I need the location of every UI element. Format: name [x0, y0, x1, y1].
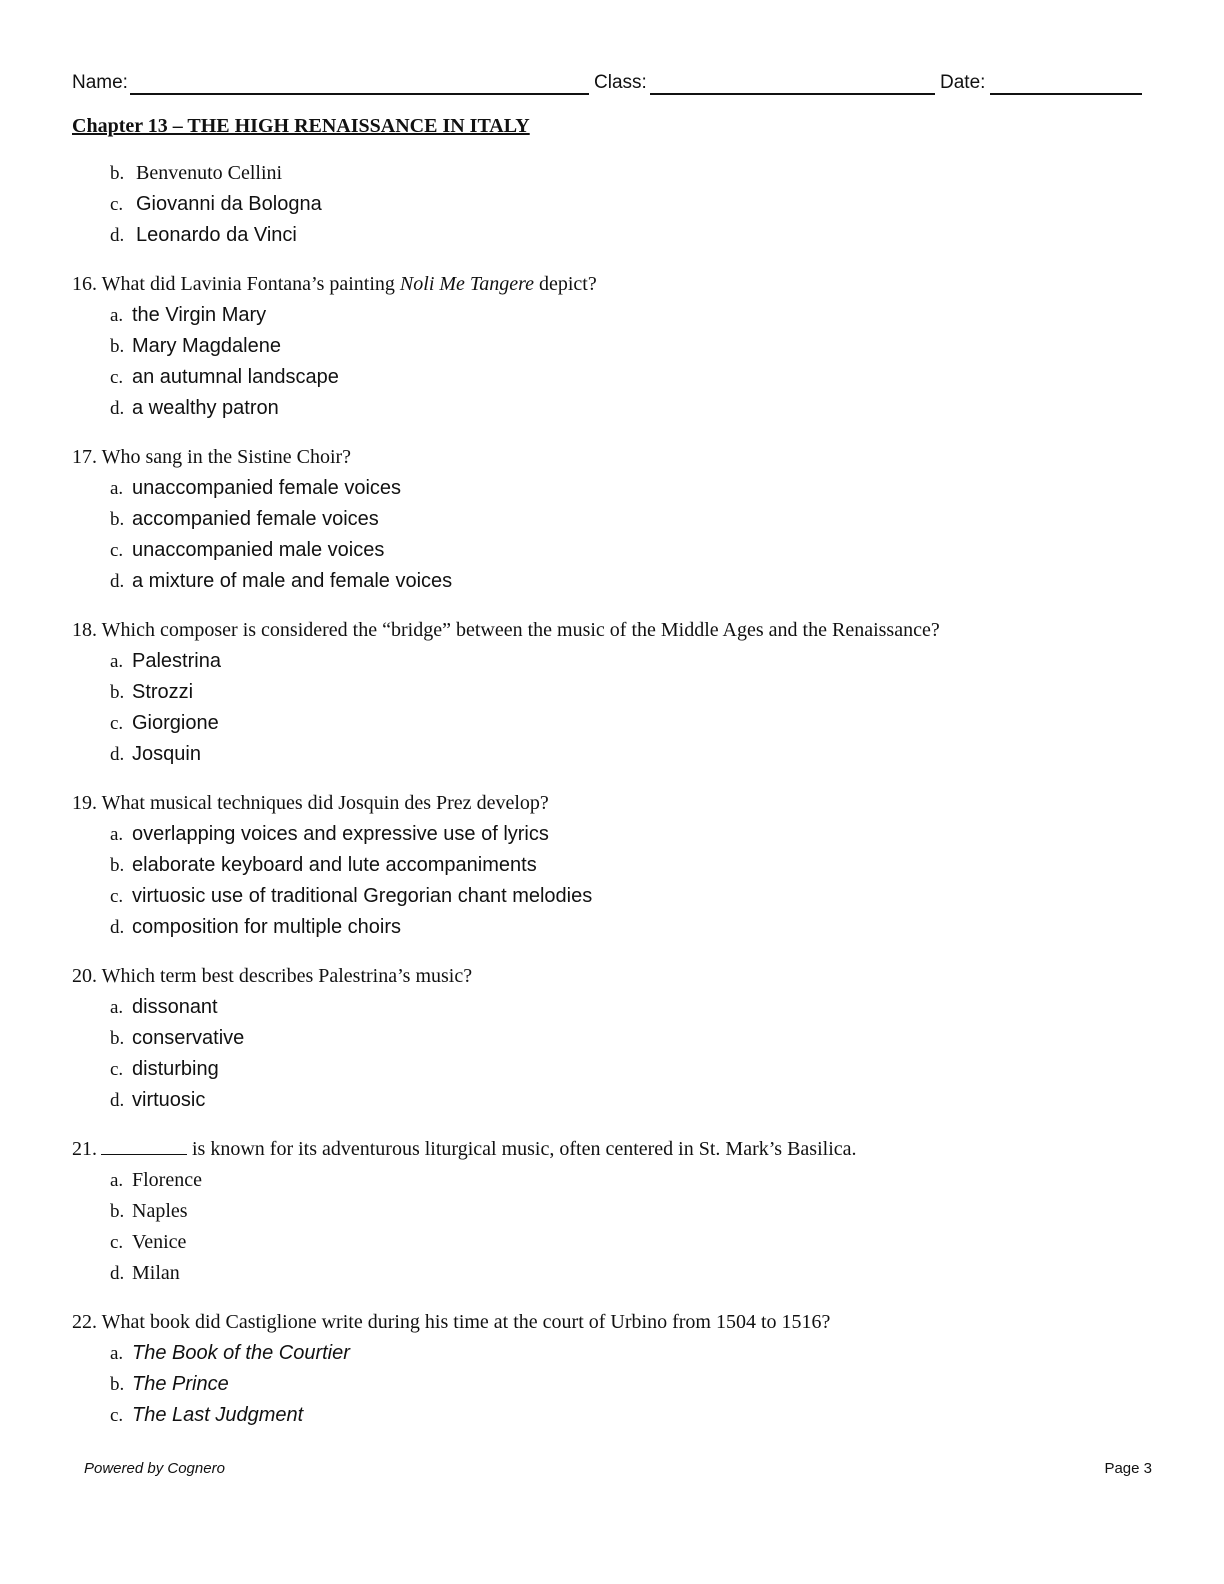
option-text: The Book of the Courtier [132, 1342, 350, 1364]
option-letter: b. [110, 682, 125, 703]
question-text [72, 788, 1152, 819]
option-text: Benvenuto Cellini [136, 162, 283, 184]
question-number: 21. [72, 1138, 97, 1160]
option-text: The Prince [132, 1373, 229, 1395]
option-text: Mary Magdalene [132, 335, 281, 357]
option-letter: c. [110, 367, 124, 388]
option-text: Giovanni da Bologna [136, 193, 322, 215]
chapter-title: Chapter 13 – THE HIGH RENAISSANCE IN ITALY [72, 115, 530, 137]
question-19 [72, 788, 1152, 943]
option-letter: a. [110, 824, 124, 845]
option-letter: a. [110, 305, 124, 326]
fill-in-blank [101, 1136, 187, 1155]
question-text [72, 269, 1152, 300]
option-letter: c. [110, 540, 124, 561]
option-item [72, 708, 1152, 739]
option-letter: d. [110, 917, 125, 938]
question-number: 20. [72, 965, 97, 987]
option-text: elaborate keyboard and lute accompaniments [132, 854, 537, 876]
option-text: Giorgione [132, 712, 219, 734]
question-text [72, 961, 1152, 992]
name-label: Name: [72, 72, 128, 93]
option-text: dissonant [132, 996, 218, 1018]
option-text: Milan [132, 1262, 180, 1284]
question-text-before: is known for its adventurous liturgical music, often centered in St. Mark’s Basilica. [192, 1138, 857, 1160]
option-item [72, 1400, 1152, 1431]
option-letter: b. [110, 1028, 125, 1049]
powered-by-footer: Powered by Cognero [84, 1460, 225, 1477]
option-item [72, 739, 1152, 770]
option-text: a wealthy patron [132, 397, 279, 419]
question-number: 22. [72, 1311, 97, 1333]
question-20 [72, 961, 1152, 1116]
option-item [72, 1258, 1152, 1289]
question-text [72, 442, 1152, 473]
option-letter: c. [110, 886, 124, 907]
option-item [72, 331, 1152, 362]
option-item [72, 1338, 1152, 1369]
option-text: Palestrina [132, 650, 221, 672]
option-item [72, 1023, 1152, 1054]
option-letter: a. [110, 1343, 124, 1364]
option-item [72, 1196, 1152, 1227]
option-text: accompanied female voices [132, 508, 379, 530]
option-text: unaccompanied male voices [132, 539, 385, 561]
option-letter: c. [110, 194, 124, 215]
question-number: 17. [72, 446, 97, 468]
option-letter: c. [110, 1232, 124, 1253]
option-letter: a. [110, 997, 124, 1018]
option-letter: b. [110, 855, 125, 876]
option-text: the Virgin Mary [132, 304, 267, 326]
option-letter: c. [110, 1405, 124, 1426]
option-item [72, 1227, 1152, 1258]
option-letter: b. [110, 163, 125, 184]
option-letter: b. [110, 336, 125, 357]
option-letter: c. [110, 713, 124, 734]
option-item [72, 881, 1152, 912]
option-item [72, 535, 1152, 566]
option-item [72, 1369, 1152, 1400]
question-text-after: depict? [534, 273, 597, 295]
date-field[interactable] [990, 93, 1142, 95]
option-item [72, 819, 1152, 850]
option-text: composition for multiple choirs [132, 916, 401, 938]
question-text [72, 615, 1152, 646]
option-text: Strozzi [132, 681, 194, 703]
option-letter: d. [110, 571, 125, 592]
question-text [72, 1307, 1152, 1338]
option-letter: a. [110, 1170, 124, 1191]
date-label: Date: [940, 72, 986, 93]
option-letter: d. [110, 398, 125, 419]
question-text-before: What did Lavinia Fontana’s painting [101, 273, 400, 295]
question-text-before: Which term best describes Palestrina’s music? [101, 965, 473, 987]
option-text: an autumnal landscape [132, 366, 339, 388]
page-number: Page 3 [1104, 1460, 1152, 1477]
question-number: 16. [72, 273, 97, 295]
question-text-before: What musical techniques did Josquin des Prez develop? [101, 792, 549, 814]
question-list [72, 158, 1152, 1449]
option-text: virtuosic use of traditional Gregorian chant melodies [132, 885, 593, 907]
option-item [72, 300, 1152, 331]
option-item [72, 393, 1152, 424]
option-letter: a. [110, 651, 124, 672]
option-item [72, 646, 1152, 677]
option-item [72, 189, 1152, 220]
option-item [72, 158, 1152, 189]
option-item [72, 362, 1152, 393]
question-number: 19. [72, 792, 97, 814]
option-item [72, 473, 1152, 504]
option-text: conservative [132, 1027, 245, 1049]
option-letter: a. [110, 478, 124, 499]
option-item [72, 850, 1152, 881]
option-text: Venice [132, 1231, 187, 1253]
option-item [72, 220, 1152, 251]
option-item [72, 1165, 1152, 1196]
student-info-header [72, 70, 1144, 98]
option-item [72, 992, 1152, 1023]
option-text: Josquin [132, 743, 201, 765]
option-item [72, 504, 1152, 535]
option-text: Florence [132, 1169, 202, 1191]
question-text-before: Who sang in the Sistine Choir? [101, 446, 352, 468]
option-letter: b. [110, 509, 125, 530]
question-21 [72, 1134, 1152, 1289]
option-text: virtuosic [132, 1089, 206, 1111]
option-letter: b. [110, 1201, 125, 1222]
question-22 [72, 1307, 1152, 1431]
option-letter: c. [110, 1059, 124, 1080]
option-text: unaccompanied female voices [132, 477, 402, 499]
question-18 [72, 615, 1152, 770]
carryover-options [72, 158, 1152, 251]
option-item [72, 677, 1152, 708]
option-item [72, 1054, 1152, 1085]
class-field[interactable] [650, 93, 935, 95]
question-text [72, 1134, 1152, 1165]
option-item [72, 912, 1152, 943]
option-text: Naples [132, 1200, 188, 1222]
option-letter: d. [110, 744, 125, 765]
option-letter: d. [110, 1090, 125, 1111]
option-text: a mixture of male and female voices [132, 570, 453, 592]
option-letter: b. [110, 1374, 125, 1395]
option-text: Leonardo da Vinci [136, 224, 297, 246]
question-text-before: What book did Castiglione write during his time at the court of Urbino from 1504 to 1516? [101, 1311, 831, 1333]
class-label: Class: [594, 72, 647, 93]
question-17 [72, 442, 1152, 597]
option-item [72, 1085, 1152, 1116]
option-letter: d. [110, 225, 125, 246]
question-number: 18. [72, 619, 97, 641]
option-text: The Last Judgment [132, 1404, 304, 1426]
option-item [72, 566, 1152, 597]
question-text-italic: Noli Me Tangere [399, 273, 534, 295]
question-16 [72, 269, 1152, 424]
option-text: overlapping voices and expressive use of lyrics [132, 823, 549, 845]
option-letter: d. [110, 1263, 125, 1284]
option-text: disturbing [132, 1058, 219, 1080]
question-text-before: Which composer is considered the “bridge” between the music of the Middle Ages and the Renaissance? [101, 619, 940, 641]
name-field[interactable] [130, 93, 589, 95]
